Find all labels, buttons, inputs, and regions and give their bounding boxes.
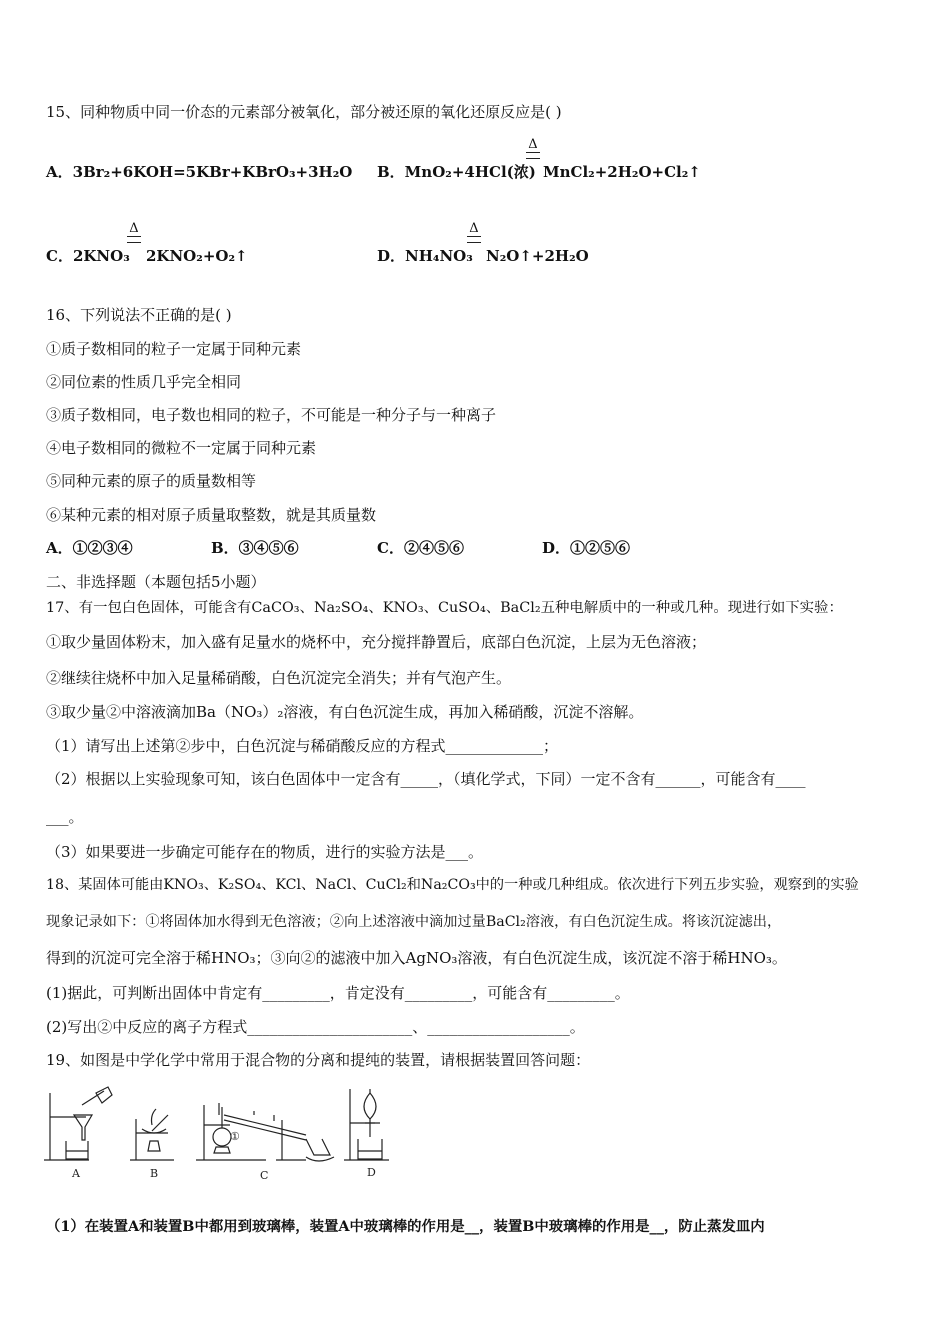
q16-item-5: ⑤同种元素的原子的质量数相等 <box>46 472 257 490</box>
q15-option-a: A．3Br₂+6KOH=5KBr+KBrO₃+3H₂O <box>46 163 353 181</box>
q15-stem: 15、同种物质中同一价态的元素部分被氧化，部分被还原的氧化还原反应是( ) <box>46 103 562 121</box>
q16-item-1: ①质子数相同的粒子一定属于同种元素 <box>46 340 302 358</box>
q16-item-4: ④电子数相同的微粒不一定属于同种元素 <box>46 439 317 457</box>
label-c: C <box>260 1169 269 1182</box>
q16-item-3: ③质子数相同，电子数也相同的粒子，不可能是一种分子与一种离子 <box>46 406 497 424</box>
q16-option-a: A．①②③④ <box>46 539 133 557</box>
distillation-mark: ① <box>230 1130 240 1143</box>
q15-option-d-right: N₂O↑+2H₂O <box>486 247 589 265</box>
q15-option-b-left: B．MnO₂+4HCl(浓) <box>377 163 536 181</box>
filtration-apparatus <box>44 1087 112 1160</box>
q17-step-3: ③取少量②中溶液滴加Ba（NO₃）₂溶液，有白色沉淀生成，再加入稀硝酸，沉淀不溶解。 <box>46 703 644 721</box>
q15-option-d-left: D．NH₄NO₃ <box>377 247 473 265</box>
q18-line-1: 18、某固体可能由KNO₃、K₂SO₄、KCl、NaCl、CuCl₂和Na₂CO₃中的一种或几种组成。依次进行下列五步实验，观察到的实验 <box>46 877 859 893</box>
q15-option-c-left: C．2KNO₃ <box>46 247 130 265</box>
label-a: A <box>72 1167 80 1180</box>
q17-part-2: （2）根据以上实验现象可知，该白色固体中一定含有_____，（填化学式，下同）一定不含有______，可能含有____ <box>46 770 806 788</box>
q17-stem: 17、有一包白色固体，可能含有CaCO₃、Na₂SO₄、KNO₃、CuSO₄、BaCl₂五种电解质中的一种或几种。现进行如下实验： <box>46 600 843 616</box>
q17-part-1: （1）请写出上述第②步中，白色沉淀与稀硝酸反应的方程式_____________； <box>46 737 559 755</box>
equal-sign-b <box>526 152 540 159</box>
q19-part-1: （1）在装置A和装置B中都用到玻璃棒，装置A中玻璃棒的作用是__，装置B中玻璃棒的作用是__，防止蒸发皿内 <box>46 1218 765 1235</box>
q16-stem: 16、下列说法不正确的是( ) <box>46 306 232 324</box>
q16-option-c: C．②④⑤⑥ <box>377 539 464 557</box>
label-d: D <box>367 1166 376 1179</box>
equal-sign-c <box>127 236 141 243</box>
delta-c: Δ <box>129 221 139 236</box>
separation-apparatus <box>344 1089 389 1160</box>
q16-item-6: ⑥某种元素的相对原子质量取整数，就是其质量数 <box>46 506 377 524</box>
q18-line-2: 现象记录如下：①将固体加水得到无色溶液；②向上述溶液中滴加过量BaCl₂溶液，有白色沉淀生成。将该沉淀滤出， <box>46 914 782 930</box>
q16-item-2: ②同位素的性质几乎完全相同 <box>46 373 242 391</box>
q17-part-3: （3）如果要进一步确定可能存在的物质，进行的实验方法是___。 <box>46 843 484 861</box>
q17-step-1: ①取少量固体粉末，加入盛有足量水的烧杯中，充分搅拌静置后，底部白色沉淀，上层为无色溶液； <box>46 633 707 651</box>
evaporation-apparatus <box>130 1109 174 1160</box>
q15-option-c-right: 2KNO₂+O₂↑ <box>146 247 248 265</box>
apparatus-diagram <box>44 1085 394 1185</box>
q17-part-2-cont: ___。 <box>46 808 84 826</box>
label-b: B <box>150 1167 159 1180</box>
delta-b: Δ <box>528 137 538 152</box>
distillation-apparatus <box>196 1103 334 1161</box>
section-heading: 二、非选择题（本题包括5小题） <box>46 573 266 591</box>
q15-option-b-right: MnCl₂+2H₂O+Cl₂↑ <box>543 163 701 181</box>
q18-part-2: (2)写出②中反应的离子方程式______________________、___________________。 <box>46 1018 585 1036</box>
q18-part-1: (1)据此，可判断出固体中肯定有_________，肯定没有_________，可能含有_________。 <box>46 984 630 1002</box>
q19-stem: 19、如图是中学化学中常用于混合物的分离和提纯的装置，请根据装置回答问题： <box>46 1051 591 1069</box>
q16-option-d: D．①②⑤⑥ <box>542 539 631 557</box>
q17-step-2: ②继续往烧杯中加入足量稀硝酸，白色沉淀完全消失；并有气泡产生。 <box>46 669 512 687</box>
q16-option-b: B．③④⑤⑥ <box>211 539 299 557</box>
q18-line-3: 得到的沉淀可完全溶于稀HNO₃；③向②的滤液中加入AgNO₃溶液，有白色沉淀生成，该沉淀不溶于稀HNO₃。 <box>46 949 787 967</box>
delta-d: Δ <box>469 221 479 236</box>
equal-sign-d <box>467 236 481 243</box>
